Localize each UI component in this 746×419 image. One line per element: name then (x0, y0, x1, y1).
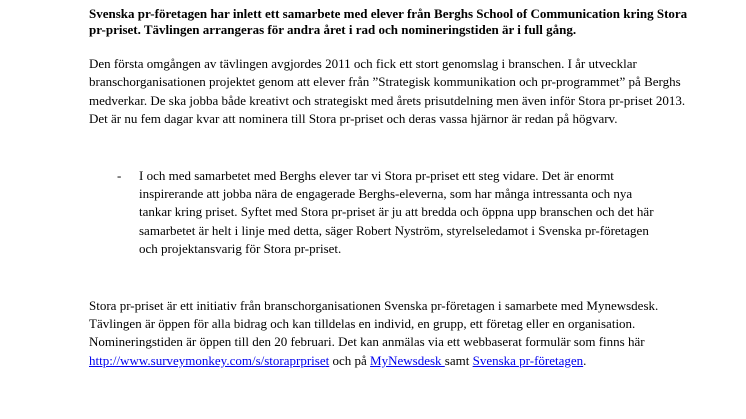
svenska-pr-foretagen-link[interactable]: Svenska pr-företagen (472, 352, 584, 368)
document-page (89, 6, 689, 370)
closing-text-end: . (583, 352, 587, 368)
quote-text: I och med samarbetet med Berghs elever tar vi Stora pr-priset ett steg vidare. Det är enormt inspirerande att jobba nära de engagerade Berghs-eleverna, som har många intressanta och nya tankar kring priset. Syftet med Stora pr-priset är ju att bredda och öppna upp branschen och det här samarbetet är helt i linje med detta, säger Robert Nyström, styrelseledamot i Svenska pr-företagen och projektansvarig för Stora pr-priset. (139, 167, 654, 257)
mynewsdesk-link[interactable]: MyNewsdesk (370, 352, 445, 368)
quote-list-item (89, 167, 661, 259)
closing-text-after: samt (444, 352, 473, 368)
closing-text-before: Stora pr-priset är ett initiativ från branschorganisationen Svenska pr-företagen i samarbete med Mynewsdesk. Tävlingen är öppen för alla bidrag och kan tilldelas en individ, en grupp, ett företag eller en organisation. Nomineringstiden är öppen till den 20 februari. Det kan anmälas via ett webbaserat formulär som finns här (89, 297, 659, 350)
closing-text-middle: och på (329, 352, 371, 368)
list-bullet: - (117, 167, 122, 183)
intro-paragraph: Den första omgången av tävlingen avgjordes 2011 och fick ett stort genomslag i branschen. I år utvecklar branschorganisationen projektet genom att elever från ”Strategisk kommunikation och pr-programmet” på Berghs medverkar. De ska jobba både kreativt och strategiskt med årets prisutdelning men även inför Stora pr-priset 2013. Det är nu fem dagar kvar att nominera till Stora pr-priset och deras vassa hjärnor är redan på högvarv. (89, 56, 686, 127)
surveymonkey-link[interactable]: http://www.surveymonkey.com/s/storaprpriset (89, 352, 330, 368)
lead-paragraph: Svenska pr-företagen har inlett ett samarbete med elever från Berghs School of Communication kring Stora pr-priset. Tävlingen arrangeras för andra året i rad och nomineringstiden är i full gång. (89, 6, 688, 37)
closing-paragraph (89, 297, 689, 371)
